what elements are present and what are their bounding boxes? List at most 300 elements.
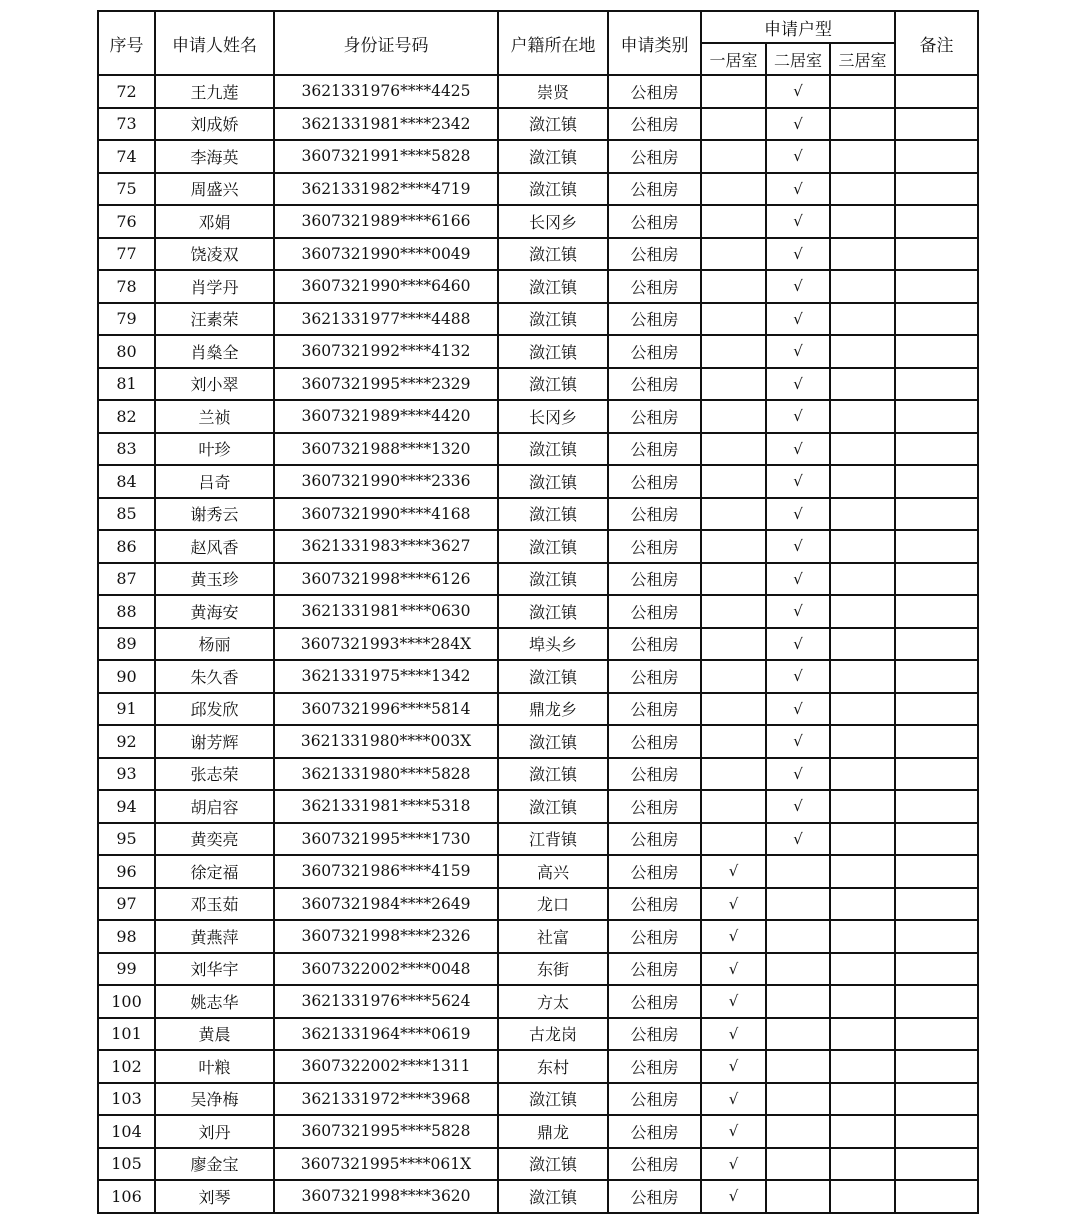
cell-residence: 潋江镇 xyxy=(498,498,608,531)
cell-category: 公租房 xyxy=(608,1018,701,1051)
cell-seq: 102 xyxy=(98,1050,155,1083)
cell-category: 公租房 xyxy=(608,888,701,921)
cell-seq: 89 xyxy=(98,628,155,661)
cell-seq: 75 xyxy=(98,173,155,206)
cell-name: 刘小翠 xyxy=(155,368,274,401)
cell-seq: 74 xyxy=(98,140,155,173)
cell-two-room xyxy=(766,1115,830,1148)
cell-seq: 82 xyxy=(98,400,155,433)
cell-id-number: 3621331981****0630 xyxy=(274,595,498,628)
cell-id-number: 3621331977****4488 xyxy=(274,303,498,336)
cell-category: 公租房 xyxy=(608,270,701,303)
cell-remarks xyxy=(895,303,978,336)
cell-two-room xyxy=(766,855,830,888)
cell-remarks xyxy=(895,888,978,921)
header-remarks: 备注 xyxy=(895,11,978,75)
table-row xyxy=(98,1018,978,1051)
cell-three-room xyxy=(830,1050,895,1083)
cell-one-room xyxy=(701,335,766,368)
cell-seq: 92 xyxy=(98,725,155,758)
cell-name: 黄玉珍 xyxy=(155,563,274,596)
cell-two-room: √ xyxy=(766,270,830,303)
table-row xyxy=(98,855,978,888)
cell-seq: 73 xyxy=(98,108,155,141)
cell-one-room xyxy=(701,368,766,401)
table-row xyxy=(98,303,978,336)
cell-category: 公租房 xyxy=(608,530,701,563)
table-row xyxy=(98,725,978,758)
cell-category: 公租房 xyxy=(608,303,701,336)
cell-one-room: √ xyxy=(701,985,766,1018)
cell-name: 邓娟 xyxy=(155,205,274,238)
cell-one-room: √ xyxy=(701,920,766,953)
cell-id-number: 3607321988****1320 xyxy=(274,433,498,466)
cell-one-room: √ xyxy=(701,855,766,888)
table-row xyxy=(98,75,978,108)
cell-residence: 潋江镇 xyxy=(498,1148,608,1181)
cell-two-room: √ xyxy=(766,205,830,238)
cell-residence: 潋江镇 xyxy=(498,660,608,693)
cell-id-number: 3607321995****5828 xyxy=(274,1115,498,1148)
table-row xyxy=(98,530,978,563)
cell-seq: 99 xyxy=(98,953,155,986)
cell-residence: 潋江镇 xyxy=(498,595,608,628)
cell-residence: 东街 xyxy=(498,953,608,986)
cell-id-number: 3607321986****4159 xyxy=(274,855,498,888)
cell-id-number: 3621331976****5624 xyxy=(274,985,498,1018)
cell-id-number: 3607321996****5814 xyxy=(274,693,498,726)
cell-category: 公租房 xyxy=(608,1050,701,1083)
cell-three-room xyxy=(830,238,895,271)
cell-three-room xyxy=(830,953,895,986)
cell-name: 廖金宝 xyxy=(155,1148,274,1181)
cell-residence: 崇贤 xyxy=(498,75,608,108)
cell-residence: 潋江镇 xyxy=(498,790,608,823)
cell-remarks xyxy=(895,270,978,303)
cell-remarks xyxy=(895,855,978,888)
cell-one-room: √ xyxy=(701,1083,766,1116)
applicant-list-sheet xyxy=(97,10,977,1214)
cell-seq: 91 xyxy=(98,693,155,726)
cell-remarks xyxy=(895,108,978,141)
cell-id-number: 3607321984****2649 xyxy=(274,888,498,921)
cell-id-number: 3607321995****2329 xyxy=(274,368,498,401)
header-unit-type: 申请户型 xyxy=(701,11,895,43)
cell-name: 刘华宇 xyxy=(155,953,274,986)
cell-name: 黄奕亮 xyxy=(155,823,274,856)
cell-one-room: √ xyxy=(701,1115,766,1148)
cell-id-number: 3621331981****2342 xyxy=(274,108,498,141)
cell-category: 公租房 xyxy=(608,433,701,466)
cell-category: 公租房 xyxy=(608,823,701,856)
cell-three-room xyxy=(830,595,895,628)
cell-one-room xyxy=(701,693,766,726)
cell-seq: 78 xyxy=(98,270,155,303)
cell-remarks xyxy=(895,1018,978,1051)
cell-category: 公租房 xyxy=(608,953,701,986)
cell-id-number: 3607321990****4168 xyxy=(274,498,498,531)
cell-residence: 长冈乡 xyxy=(498,400,608,433)
cell-category: 公租房 xyxy=(608,465,701,498)
cell-two-room: √ xyxy=(766,595,830,628)
cell-seq: 88 xyxy=(98,595,155,628)
cell-name: 李海英 xyxy=(155,140,274,173)
cell-residence: 潋江镇 xyxy=(498,270,608,303)
cell-two-room: √ xyxy=(766,433,830,466)
cell-two-room: √ xyxy=(766,75,830,108)
cell-residence: 潋江镇 xyxy=(498,303,608,336)
cell-category: 公租房 xyxy=(608,595,701,628)
cell-two-room: √ xyxy=(766,790,830,823)
cell-name: 姚志华 xyxy=(155,985,274,1018)
cell-one-room xyxy=(701,563,766,596)
cell-one-room xyxy=(701,660,766,693)
cell-category: 公租房 xyxy=(608,758,701,791)
cell-name: 黄晨 xyxy=(155,1018,274,1051)
cell-category: 公租房 xyxy=(608,335,701,368)
cell-id-number: 3607321991****5828 xyxy=(274,140,498,173)
cell-one-room: √ xyxy=(701,1050,766,1083)
table-row xyxy=(98,1180,978,1213)
cell-remarks xyxy=(895,693,978,726)
cell-seq: 79 xyxy=(98,303,155,336)
cell-seq: 103 xyxy=(98,1083,155,1116)
cell-name: 汪素荣 xyxy=(155,303,274,336)
cell-residence: 潋江镇 xyxy=(498,335,608,368)
cell-id-number: 3607321990****6460 xyxy=(274,270,498,303)
cell-three-room xyxy=(830,1115,895,1148)
cell-seq: 80 xyxy=(98,335,155,368)
cell-residence: 社富 xyxy=(498,920,608,953)
cell-remarks xyxy=(895,205,978,238)
cell-two-room xyxy=(766,1018,830,1051)
cell-seq: 90 xyxy=(98,660,155,693)
cell-remarks xyxy=(895,920,978,953)
header-one-room: 一居室 xyxy=(701,43,766,75)
cell-three-room xyxy=(830,173,895,206)
cell-one-room xyxy=(701,400,766,433)
cell-residence: 方太 xyxy=(498,985,608,1018)
cell-one-room xyxy=(701,238,766,271)
cell-id-number: 3621331975****1342 xyxy=(274,660,498,693)
cell-two-room: √ xyxy=(766,140,830,173)
cell-id-number: 3607321992****4132 xyxy=(274,335,498,368)
cell-residence: 长冈乡 xyxy=(498,205,608,238)
cell-one-room xyxy=(701,173,766,206)
table-body xyxy=(98,75,978,1213)
cell-three-room xyxy=(830,205,895,238)
cell-remarks xyxy=(895,953,978,986)
header-seq: 序号 xyxy=(98,11,155,75)
cell-two-room xyxy=(766,1083,830,1116)
cell-three-room xyxy=(830,433,895,466)
cell-two-room: √ xyxy=(766,498,830,531)
cell-id-number: 3607321995****1730 xyxy=(274,823,498,856)
applicant-table xyxy=(97,10,979,1214)
cell-one-room: √ xyxy=(701,953,766,986)
cell-two-room: √ xyxy=(766,725,830,758)
cell-three-room xyxy=(830,693,895,726)
cell-name: 吴净梅 xyxy=(155,1083,274,1116)
cell-three-room xyxy=(830,335,895,368)
cell-three-room xyxy=(830,823,895,856)
cell-id-number: 3621331982****4719 xyxy=(274,173,498,206)
cell-remarks xyxy=(895,335,978,368)
cell-category: 公租房 xyxy=(608,1180,701,1213)
cell-one-room: √ xyxy=(701,1180,766,1213)
cell-three-room xyxy=(830,855,895,888)
cell-three-room xyxy=(830,888,895,921)
table-row xyxy=(98,465,978,498)
cell-three-room xyxy=(830,725,895,758)
cell-remarks xyxy=(895,173,978,206)
cell-one-room xyxy=(701,108,766,141)
cell-seq: 77 xyxy=(98,238,155,271)
cell-three-room xyxy=(830,368,895,401)
cell-two-room: √ xyxy=(766,823,830,856)
cell-two-room xyxy=(766,888,830,921)
cell-three-room xyxy=(830,530,895,563)
cell-name: 胡启容 xyxy=(155,790,274,823)
cell-seq: 72 xyxy=(98,75,155,108)
table-row xyxy=(98,628,978,661)
cell-id-number: 3607321995****061X xyxy=(274,1148,498,1181)
cell-two-room: √ xyxy=(766,758,830,791)
cell-three-room xyxy=(830,790,895,823)
cell-remarks xyxy=(895,238,978,271)
cell-residence: 潋江镇 xyxy=(498,238,608,271)
cell-name: 饶凌双 xyxy=(155,238,274,271)
cell-residence: 江背镇 xyxy=(498,823,608,856)
cell-id-number: 3607321990****2336 xyxy=(274,465,498,498)
table-row xyxy=(98,1083,978,1116)
cell-three-room xyxy=(830,660,895,693)
cell-category: 公租房 xyxy=(608,628,701,661)
cell-three-room xyxy=(830,400,895,433)
cell-residence: 潋江镇 xyxy=(498,173,608,206)
cell-category: 公租房 xyxy=(608,368,701,401)
cell-three-room xyxy=(830,140,895,173)
cell-name: 赵风香 xyxy=(155,530,274,563)
cell-remarks xyxy=(895,1148,978,1181)
cell-name: 张志荣 xyxy=(155,758,274,791)
cell-one-room xyxy=(701,595,766,628)
cell-name: 王九莲 xyxy=(155,75,274,108)
header-three-room: 三居室 xyxy=(830,43,895,75)
cell-one-room xyxy=(701,75,766,108)
cell-category: 公租房 xyxy=(608,173,701,206)
cell-id-number: 3621331980****003X xyxy=(274,725,498,758)
cell-residence: 鼎龙 xyxy=(498,1115,608,1148)
cell-residence: 潋江镇 xyxy=(498,725,608,758)
cell-one-room xyxy=(701,823,766,856)
cell-remarks xyxy=(895,1083,978,1116)
cell-category: 公租房 xyxy=(608,693,701,726)
header-name: 申请人姓名 xyxy=(155,11,274,75)
cell-seq: 106 xyxy=(98,1180,155,1213)
cell-one-room xyxy=(701,303,766,336)
header-two-room: 二居室 xyxy=(766,43,830,75)
table-row xyxy=(98,173,978,206)
cell-category: 公租房 xyxy=(608,1083,701,1116)
table-row xyxy=(98,1115,978,1148)
table-row xyxy=(98,335,978,368)
cell-three-room xyxy=(830,563,895,596)
cell-three-room xyxy=(830,465,895,498)
cell-category: 公租房 xyxy=(608,238,701,271)
cell-residence: 潋江镇 xyxy=(498,1180,608,1213)
cell-residence: 潋江镇 xyxy=(498,140,608,173)
cell-one-room xyxy=(701,270,766,303)
cell-three-room xyxy=(830,303,895,336)
cell-id-number: 3621331976****4425 xyxy=(274,75,498,108)
cell-name: 邱发欣 xyxy=(155,693,274,726)
cell-two-room xyxy=(766,953,830,986)
cell-two-room: √ xyxy=(766,660,830,693)
cell-name: 肖燊全 xyxy=(155,335,274,368)
cell-two-room: √ xyxy=(766,400,830,433)
cell-seq: 76 xyxy=(98,205,155,238)
cell-seq: 93 xyxy=(98,758,155,791)
table-row xyxy=(98,270,978,303)
cell-name: 谢芳辉 xyxy=(155,725,274,758)
cell-category: 公租房 xyxy=(608,563,701,596)
cell-one-room xyxy=(701,725,766,758)
table-row xyxy=(98,563,978,596)
cell-two-room: √ xyxy=(766,465,830,498)
cell-remarks xyxy=(895,790,978,823)
cell-seq: 100 xyxy=(98,985,155,1018)
cell-residence: 高兴 xyxy=(498,855,608,888)
header-residence: 户籍所在地 xyxy=(498,11,608,75)
cell-id-number: 3607321993****284X xyxy=(274,628,498,661)
cell-residence: 潋江镇 xyxy=(498,465,608,498)
cell-seq: 97 xyxy=(98,888,155,921)
cell-three-room xyxy=(830,270,895,303)
table-row xyxy=(98,953,978,986)
table-row xyxy=(98,920,978,953)
cell-remarks xyxy=(895,563,978,596)
table-row xyxy=(98,888,978,921)
cell-one-room xyxy=(701,790,766,823)
cell-residence: 鼎龙乡 xyxy=(498,693,608,726)
cell-residence: 潋江镇 xyxy=(498,368,608,401)
cell-id-number: 3607321998****3620 xyxy=(274,1180,498,1213)
cell-seq: 96 xyxy=(98,855,155,888)
cell-remarks xyxy=(895,1050,978,1083)
cell-three-room xyxy=(830,108,895,141)
cell-remarks xyxy=(895,1180,978,1213)
cell-category: 公租房 xyxy=(608,790,701,823)
cell-remarks xyxy=(895,660,978,693)
cell-id-number: 3607321989****4420 xyxy=(274,400,498,433)
cell-category: 公租房 xyxy=(608,108,701,141)
cell-id-number: 3607322002****1311 xyxy=(274,1050,498,1083)
cell-remarks xyxy=(895,368,978,401)
cell-name: 叶粮 xyxy=(155,1050,274,1083)
cell-category: 公租房 xyxy=(608,140,701,173)
cell-category: 公租房 xyxy=(608,725,701,758)
cell-id-number: 3607322002****0048 xyxy=(274,953,498,986)
cell-id-number: 3621331964****0619 xyxy=(274,1018,498,1051)
cell-name: 兰祯 xyxy=(155,400,274,433)
cell-seq: 84 xyxy=(98,465,155,498)
cell-id-number: 3607321998****2326 xyxy=(274,920,498,953)
cell-name: 黄燕萍 xyxy=(155,920,274,953)
cell-remarks xyxy=(895,465,978,498)
cell-remarks xyxy=(895,498,978,531)
table-row xyxy=(98,400,978,433)
cell-name: 黄海安 xyxy=(155,595,274,628)
cell-residence: 古龙岗 xyxy=(498,1018,608,1051)
cell-category: 公租房 xyxy=(608,660,701,693)
cell-remarks xyxy=(895,140,978,173)
cell-two-room xyxy=(766,1050,830,1083)
cell-two-room xyxy=(766,985,830,1018)
cell-seq: 98 xyxy=(98,920,155,953)
cell-seq: 85 xyxy=(98,498,155,531)
cell-name: 杨丽 xyxy=(155,628,274,661)
cell-one-room xyxy=(701,433,766,466)
cell-name: 刘琴 xyxy=(155,1180,274,1213)
table-row xyxy=(98,433,978,466)
cell-three-room xyxy=(830,1083,895,1116)
cell-two-room xyxy=(766,1148,830,1181)
cell-residence: 潋江镇 xyxy=(498,433,608,466)
header-category: 申请类别 xyxy=(608,11,701,75)
cell-name: 吕奇 xyxy=(155,465,274,498)
cell-two-room: √ xyxy=(766,628,830,661)
cell-remarks xyxy=(895,1115,978,1148)
cell-seq: 94 xyxy=(98,790,155,823)
cell-one-room xyxy=(701,140,766,173)
cell-three-room xyxy=(830,920,895,953)
cell-category: 公租房 xyxy=(608,1148,701,1181)
cell-id-number: 3621331980****5828 xyxy=(274,758,498,791)
cell-two-room: √ xyxy=(766,303,830,336)
table-row xyxy=(98,985,978,1018)
cell-name: 邓玉茹 xyxy=(155,888,274,921)
cell-remarks xyxy=(895,758,978,791)
cell-residence: 潋江镇 xyxy=(498,563,608,596)
cell-one-room: √ xyxy=(701,888,766,921)
table-row xyxy=(98,108,978,141)
cell-seq: 95 xyxy=(98,823,155,856)
cell-one-room xyxy=(701,628,766,661)
cell-category: 公租房 xyxy=(608,1115,701,1148)
cell-three-room xyxy=(830,985,895,1018)
cell-two-room: √ xyxy=(766,530,830,563)
cell-remarks xyxy=(895,530,978,563)
cell-id-number: 3621331983****3627 xyxy=(274,530,498,563)
cell-seq: 104 xyxy=(98,1115,155,1148)
cell-residence: 潋江镇 xyxy=(498,530,608,563)
cell-one-room xyxy=(701,530,766,563)
table-row xyxy=(98,693,978,726)
cell-two-room xyxy=(766,920,830,953)
cell-seq: 81 xyxy=(98,368,155,401)
cell-seq: 86 xyxy=(98,530,155,563)
cell-name: 刘丹 xyxy=(155,1115,274,1148)
cell-remarks xyxy=(895,75,978,108)
cell-three-room xyxy=(830,1018,895,1051)
cell-two-room: √ xyxy=(766,108,830,141)
cell-remarks xyxy=(895,433,978,466)
cell-category: 公租房 xyxy=(608,498,701,531)
cell-three-room xyxy=(830,628,895,661)
cell-three-room xyxy=(830,1180,895,1213)
cell-residence: 潋江镇 xyxy=(498,108,608,141)
